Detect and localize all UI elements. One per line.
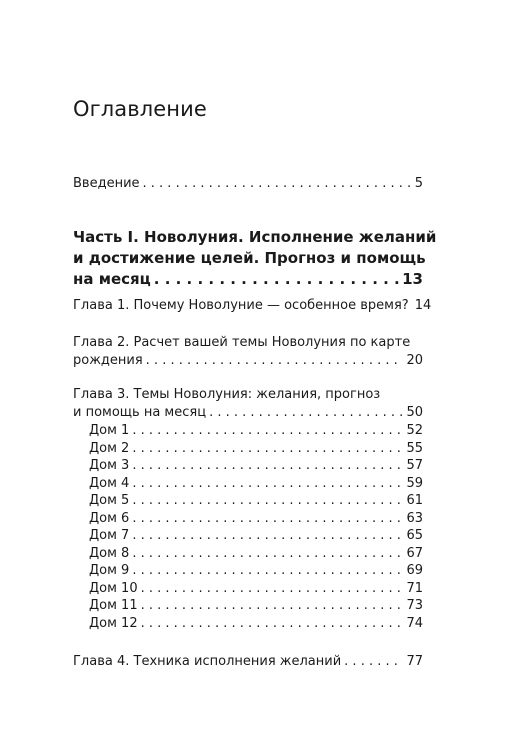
toc-page-number: 50 [406, 405, 423, 420]
toc-page [73, 0, 437, 750]
toc-entry-label: Дом 10 [89, 580, 138, 596]
toc-entry-label: Дом 9 [89, 563, 130, 578]
toc-page-number: 13 [402, 270, 423, 288]
toc-entry-chapter-4 [73, 653, 423, 671]
toc-entry-label-line-1: Глава 3. Темы Новолуния: желания, прогноз [73, 387, 381, 402]
toc-entry-label: Дом 11 [89, 598, 138, 613]
toc-entry-label-line-3: на месяц [73, 270, 151, 288]
toc-entry-intro [73, 175, 423, 193]
toc-entry-part-1 [73, 227, 437, 290]
dot-leader [132, 545, 403, 563]
toc-entry-label: Дом 7 [89, 528, 130, 543]
toc-entry-label-line-2: рождения [73, 353, 143, 368]
toc-page-number: 55 [406, 440, 423, 456]
dot-leader [132, 440, 403, 458]
toc-page-number: 20 [406, 353, 423, 368]
dot-leader [154, 269, 399, 290]
toc-entry-label: Дом 3 [89, 458, 130, 473]
toc-page-number: 77 [406, 654, 423, 669]
toc-entry-house [89, 597, 423, 615]
toc-entry-label: Дом 1 [89, 423, 130, 438]
dot-leader [132, 510, 403, 528]
toc-entry-label: Введение [73, 176, 140, 191]
toc-page-number: 71 [406, 580, 423, 596]
dot-leader [132, 527, 403, 545]
dot-leader [143, 175, 412, 193]
dot-leader [344, 653, 403, 671]
toc-page-number: 57 [406, 458, 423, 473]
dot-leader [132, 562, 403, 580]
toc-entry-house [89, 492, 423, 510]
toc-entry-label: Дом 6 [89, 510, 130, 526]
toc-page-number: 73 [406, 598, 423, 613]
toc-entry-house [89, 457, 423, 475]
toc-page-number: 63 [406, 510, 423, 526]
toc-entry-label-line-2: и помощь на месяц [73, 405, 207, 420]
toc-page-number: 65 [406, 528, 423, 543]
toc-entry-label: Глава 4. Техника исполнения желаний [73, 654, 342, 669]
toc-entry-label: Дом 8 [89, 545, 130, 561]
toc-entry-house [89, 422, 423, 440]
toc-entry-label-line-2: и достижение целей. Прогноз и помощь [73, 249, 426, 267]
toc-page-number: 59 [406, 475, 423, 491]
toc-entry-chapter-3 [73, 386, 423, 422]
dot-leader [132, 457, 403, 475]
toc-entry-house [89, 440, 423, 458]
toc-entry-house [89, 545, 423, 563]
dot-leader [132, 492, 403, 510]
toc-page-number: 52 [406, 423, 423, 438]
dot-leader [141, 615, 404, 633]
toc-entry-label: Глава 1. Почему Новолуние — особенное время? [73, 298, 409, 313]
toc-entry-house [89, 562, 423, 580]
toc-entry-house [89, 615, 423, 633]
toc-page-number: 5 [414, 176, 423, 191]
toc-entry-label: Дом 4 [89, 475, 130, 491]
toc-page-number: 61 [406, 493, 423, 508]
toc-entry-label-line-1: Глава 2. Расчет вашей темы Новолуния по карте [73, 335, 411, 350]
toc-entry-label: Дом 12 [89, 615, 138, 631]
dot-leader [141, 597, 404, 615]
toc-entry-label: Дом 2 [89, 440, 130, 456]
toc-page-number: 14 [414, 298, 432, 313]
dot-leader [146, 352, 404, 370]
toc-entry-label-line-1: Часть I. Новолуния. Исполнение желаний [73, 228, 437, 246]
page-title: Оглавление [73, 97, 207, 121]
toc-page-number: 74 [406, 615, 423, 631]
dot-leader [209, 404, 403, 422]
dot-leader [132, 422, 403, 440]
dot-leader [132, 475, 403, 493]
toc-entry-house [89, 510, 423, 528]
toc-entry-house [89, 475, 423, 493]
dot-leader [141, 580, 404, 598]
toc-entry-house [89, 527, 423, 545]
toc-entry-label: Дом 5 [89, 493, 130, 508]
toc-entry-house [89, 580, 423, 598]
toc-entry-chapter-2 [73, 334, 423, 370]
toc-entry-chapter-1 [73, 297, 432, 315]
toc-page-number: 69 [406, 563, 423, 578]
toc-page-number: 67 [406, 545, 423, 561]
